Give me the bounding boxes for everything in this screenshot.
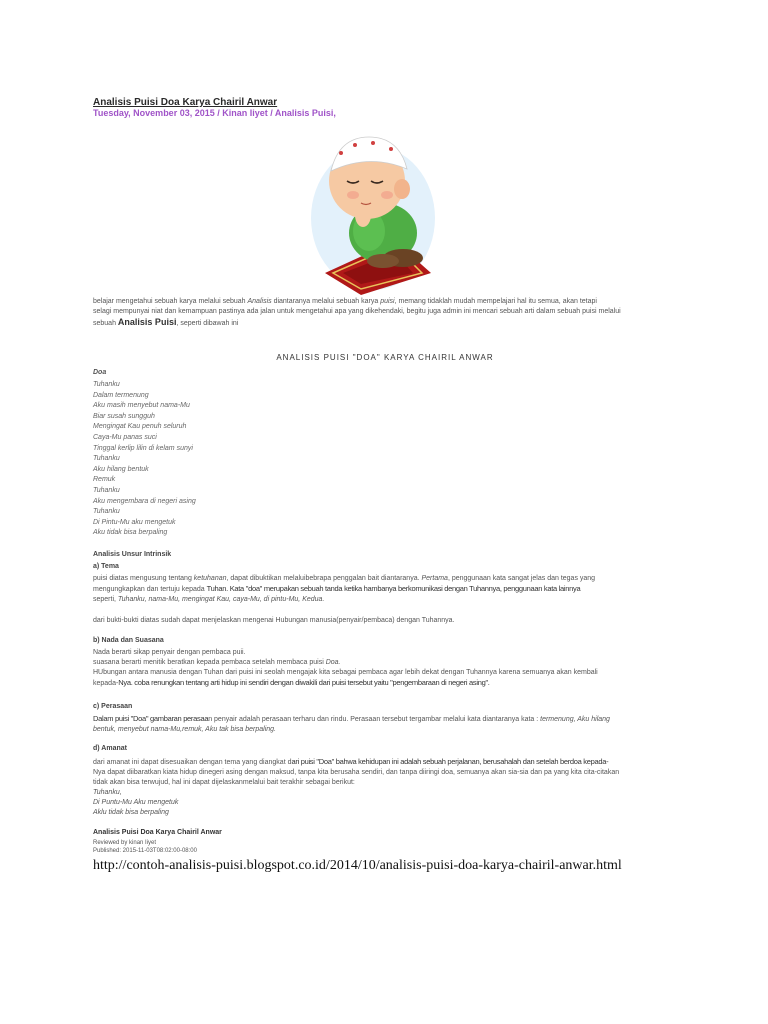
poem-line: Aku masih menyebut nama-Mu	[93, 402, 190, 410]
poem-line: Tuhanku	[93, 508, 120, 516]
poem-line: Caya-Mu panas suci	[93, 433, 157, 441]
poem-line: Remuk	[93, 476, 116, 484]
analisis-puisi-link[interactable]: Analisis Puisi	[117, 317, 177, 327]
poem-title: Doa	[93, 369, 107, 376]
tema-heading: a) Tema	[93, 563, 119, 570]
intro-paragraph: belajar mengetahui sebuah karya melalui sebuah Analisis diantaranya melalui sebuah karya puisi, memang tidaklah mudah mempelajari hal itu semua, akan tetapi selagi mempunyai niat dan kemampuan pastinya ada jalan untuk mengetahui apa yang dikehendaki, begitu juga admin ini mencari sebuah arti dalam sebuah puisi melalui sebuah Analisis Puisi, seperti dibawah ini	[93, 298, 621, 327]
poem-line: Aku mengembara di negeri asing	[93, 497, 196, 505]
nada-paragraph: Nada berarti sikap penyair dengan pembaca puii. suasana berarti menitik beratkan kepada pembaca setelah membaca puisi Doa. HUbungan antara manusia dengan Tuhan dari puisi ini seolah mengajak kita sebagai pembaca agar lebih dekat dengan Tuhannya karena semuanya akan kembali kepada-Nya. coba renungkan tentang arti hidup ini sendiri dengan diwakili dari puisi tersebut yaitu "pengembaraan di negeri asing".	[93, 649, 598, 687]
poem-line: Tinggal kerlip lilin di kelam sunyi	[93, 444, 193, 452]
tema-conclusion: dari bukti-bukti diatas sudah dapat menjelaskan mengenai Hubungan manusia(penyair/pembaca) dengan Tuhannya.	[93, 617, 455, 624]
amanat-heading: d) Amanat	[93, 745, 127, 752]
intrinsik-heading: Analisis Unsur Intrinsik	[93, 551, 172, 558]
poem-line: Di Pintu-Mu aku mengetuk	[93, 518, 176, 526]
amanat-paragraph: dari amanat ini dapat disesuaikan dengan tema yang diangkat dari puisi "Doa" bahwa kehidupan ini adalah sebuah perjalanan, berusahalah dan setelah berdoa kepada- Nya dapat diibaratkan kiata hidup dinegeri asing dengan maksud, tanpa kita berusaha sendiri, dan tanpa diiringi doa, semuanya akan sia-sia dan pa yang kita cita-citakan tidak akan bisa terwujud, hal ini dapat dijelaskanmelalui bait terakhir sebagai berikut: Tuhanku, Di Puntu-Mu Aku mengetuk Aklu tidak bisa berpaling	[93, 757, 620, 816]
tema-paragraph: puisi diatas mengusung tentang ketuhanan, dapat dibuktikan melaluibebrapa penggalan bait diantaranya. Pertama, penggunaan kata sangat jelas dan tegas yang mengungkapkan dan tertuju kepada Tuhan. Kata "doa" merupakan sebuah tanda ketika hambanya berkomunikasi dengan Tuhannya, penggunaan kata lainnya seperti, Tuhanku, nama-Mu, mengingat Kau, caya-Mu, di pintu-Mu, Kedua.	[93, 575, 596, 603]
source-url[interactable]: http://contoh-analisis-puisi.blogspot.co.id/2014/10/analisis-puisi-doa-karya-chairil-anwar.html	[93, 858, 622, 873]
poem-line: Tuhanku	[93, 381, 120, 388]
nada-heading: b) Nada dan Suasana	[93, 637, 164, 644]
published-date: Published: 2015-11-03T08:02:00-08:00	[93, 848, 197, 854]
praying-child-illustration	[303, 123, 438, 298]
footer-title[interactable]: Analisis Puisi Doa Karya Chairil Anwar	[93, 829, 222, 836]
poem-line: Aku hilang bentuk	[93, 465, 149, 473]
perasaan-paragraph: Dalam puisi "Doa" gambaran perasaan penyair adalah perasaan terharu dan rindu. Perasaan tersebut tergambar melalui kata diantaranya kata : termenung, Aku hilang bentuk, menyebut nama-Mu,remuk, Aku tak bisa berpaling.	[93, 714, 610, 733]
poem-line: Mengingat Kau penuh seluruh	[93, 423, 187, 431]
poem-line: Biar susah sungguh	[93, 412, 155, 420]
analysis-heading: ANALISIS PUISI "DOA" KARYA CHAIRIL ANWAR	[276, 353, 494, 362]
poem-line: Tuhanku	[93, 486, 120, 494]
post-title[interactable]: Analisis Puisi Doa Karya Chairil Anwar	[93, 97, 278, 108]
poem-lines	[93, 380, 196, 539]
post-meta: Tuesday, November 03, 2015 / Kinan Iiyet / Analisis Puisi,	[93, 108, 336, 118]
perasaan-heading: c) Perasaan	[93, 703, 133, 710]
poem-line: Aku tidak bisa berpaling	[93, 529, 168, 537]
poem-line: Tuhanku	[93, 455, 120, 463]
reviewed-by: Reviewed by kinan Iiyet	[93, 840, 157, 846]
poem-line: Dalam termenung	[93, 391, 149, 399]
